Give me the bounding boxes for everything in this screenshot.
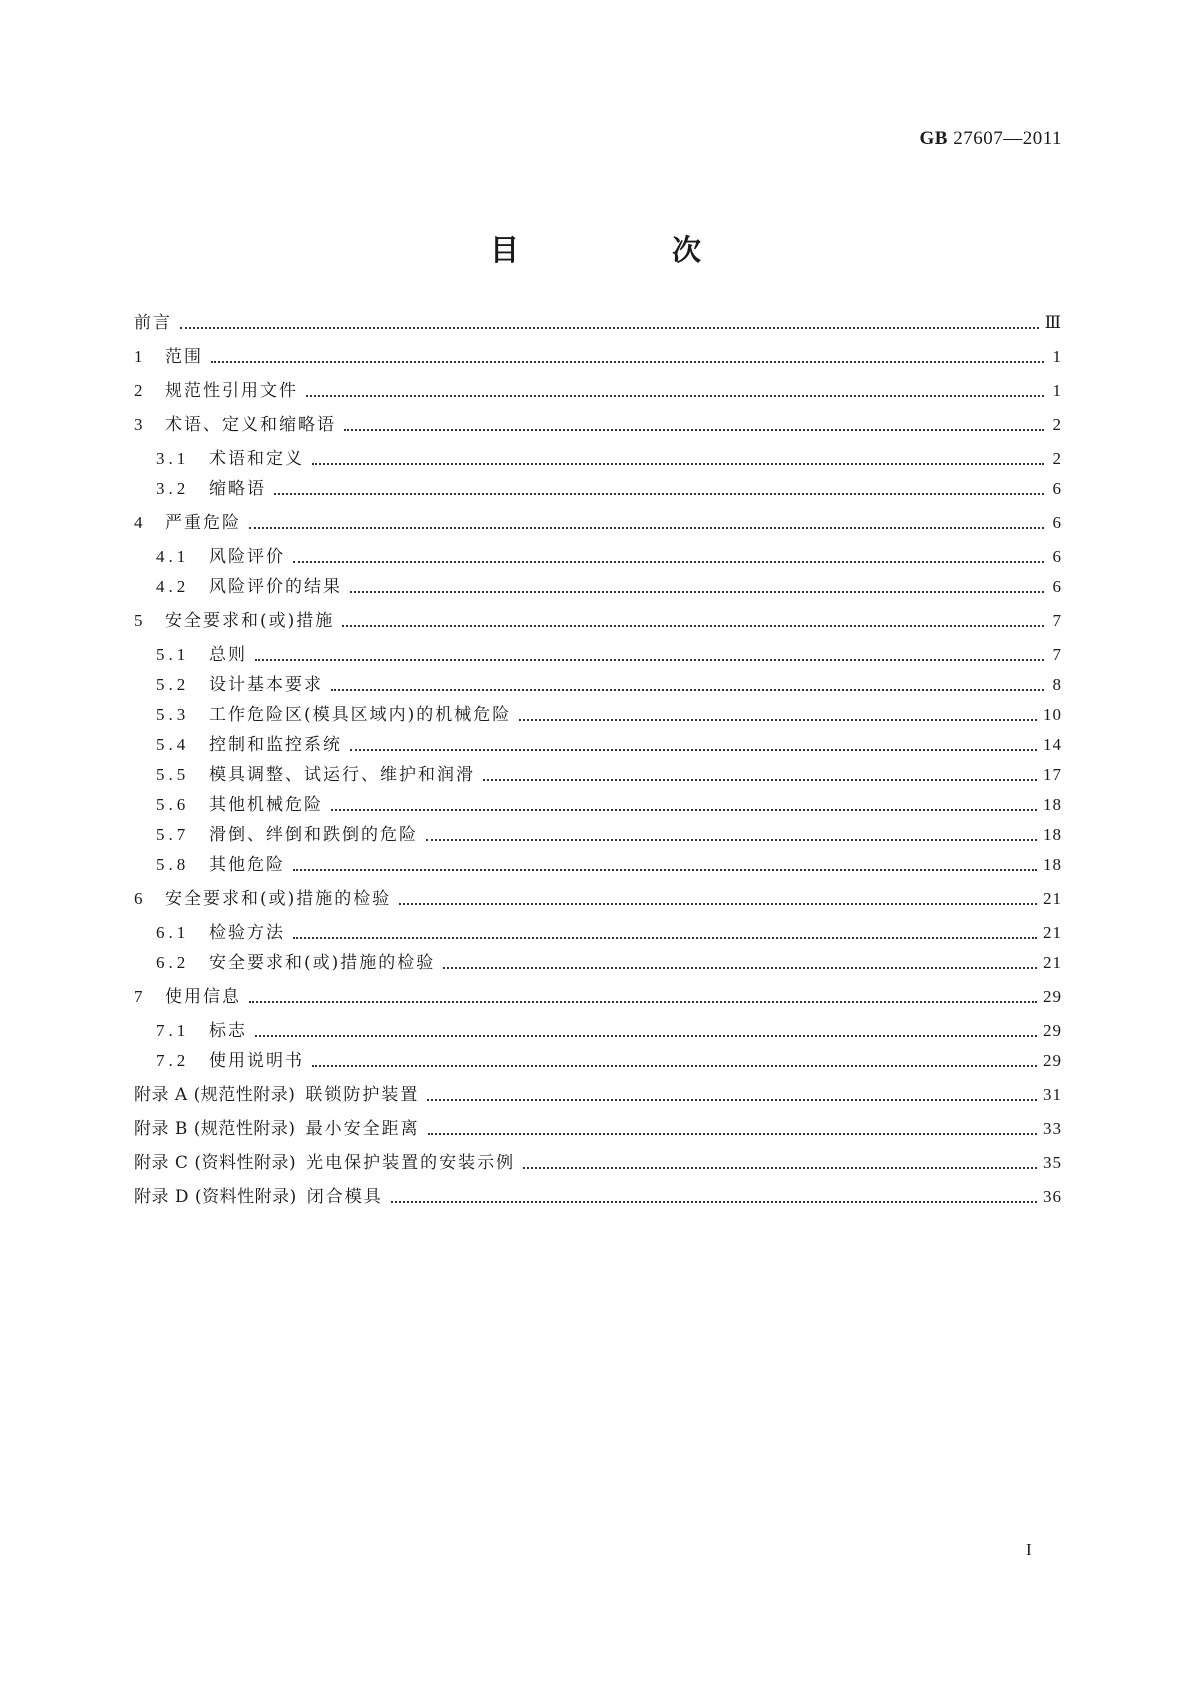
- toc-entry-label: 设计基本要求: [209, 675, 323, 695]
- toc-entry-4[interactable]: [134, 505, 1062, 533]
- toc-entry-6-1[interactable]: [156, 915, 1062, 943]
- toc-entry-annex-c[interactable]: [134, 1145, 1062, 1173]
- toc-entry-label: 风险评价的结果: [209, 577, 342, 597]
- toc-entry-page: 31: [1043, 1085, 1062, 1104]
- toc-entry-number: 7.2: [156, 1051, 190, 1070]
- toc-entry-number: 3.1: [156, 449, 190, 468]
- toc-entry-page: 18: [1043, 825, 1062, 844]
- toc-entry-page: 10: [1043, 705, 1062, 724]
- dot-leader: [249, 526, 1044, 529]
- standard-year-number: 27607—2011: [953, 128, 1062, 149]
- dot-leader: [293, 936, 1037, 939]
- toc-entry-5[interactable]: [134, 603, 1062, 631]
- annex-title: 光电保护装置的安装示例: [306, 1153, 516, 1173]
- toc-entry-page: 18: [1043, 855, 1062, 874]
- toc-entry-annex-d[interactable]: [134, 1179, 1062, 1207]
- page-number: I: [1026, 1540, 1032, 1559]
- dot-leader: [344, 428, 1044, 431]
- toc-entry-number: 5.8: [156, 855, 190, 874]
- toc-entry-annex-a[interactable]: [134, 1077, 1062, 1105]
- toc-entry-page: 35: [1043, 1153, 1062, 1172]
- dot-leader: [306, 394, 1044, 397]
- dot-leader: [255, 658, 1044, 661]
- dot-leader: [293, 560, 1044, 563]
- toc-entry-number: 4: [134, 513, 147, 532]
- toc-entry-page: 7: [1052, 645, 1062, 664]
- toc-entry-number: 5.5: [156, 765, 190, 784]
- toc-entry-page: 21: [1043, 889, 1062, 908]
- toc-entry-number: 1: [134, 347, 147, 366]
- toc-entry-page: 29: [1043, 1021, 1062, 1040]
- dot-leader: [342, 624, 1044, 627]
- toc-entry-page: 18: [1043, 795, 1062, 814]
- dot-leader: [427, 1098, 1037, 1101]
- toc-entry-page: 8: [1052, 675, 1062, 694]
- toc-entry-7[interactable]: [134, 979, 1062, 1007]
- toc-entry-label: 滑倒、绊倒和跌倒的危险: [209, 825, 418, 845]
- toc-entry-number: 5.3: [156, 705, 190, 724]
- dot-leader: [331, 688, 1044, 691]
- toc-entry-number: 3: [134, 415, 147, 434]
- toc-entry-5-2[interactable]: [156, 667, 1062, 695]
- dot-leader: [180, 326, 1039, 329]
- dot-leader: [274, 492, 1044, 495]
- toc-entry-label: 范围: [165, 347, 203, 367]
- toc-entry-5-5[interactable]: [156, 757, 1062, 785]
- toc-entry-5-4[interactable]: [156, 727, 1062, 755]
- toc-entry-label: 标志: [209, 1021, 247, 1041]
- toc-entry-label: 术语和定义: [209, 449, 304, 469]
- toc-entry-label: 附录 B (规范性附录): [134, 1119, 296, 1139]
- dot-leader: [312, 1064, 1037, 1067]
- annex-title: 最小安全距离: [305, 1119, 420, 1139]
- toc-entry-number: 4.1: [156, 547, 190, 566]
- toc-entry-foreword[interactable]: [134, 305, 1062, 333]
- toc-entry-5-6[interactable]: [156, 787, 1062, 815]
- toc-entry-page: 6: [1052, 547, 1062, 566]
- toc-entry-7-1[interactable]: [156, 1013, 1062, 1041]
- dot-leader: [211, 360, 1044, 363]
- toc-entry-page: 6: [1052, 479, 1062, 498]
- toc-entry-3[interactable]: [134, 407, 1062, 435]
- toc-entry-label: 附录 C (资料性附录): [134, 1153, 297, 1173]
- annex-title: 闭合模具: [306, 1187, 383, 1207]
- standard-number: [920, 128, 1063, 150]
- toc-entry-2[interactable]: [134, 373, 1062, 401]
- dot-leader: [519, 718, 1037, 721]
- toc-entry-page: 2: [1052, 449, 1062, 468]
- toc-entry-label: 安全要求和(或)措施的检验: [209, 953, 436, 973]
- toc-entry-label: 使用信息: [165, 987, 241, 1007]
- toc-entry-page: Ⅲ: [1044, 313, 1062, 332]
- dot-leader: [350, 590, 1044, 593]
- dot-leader: [331, 808, 1037, 811]
- toc-entry-label: 前言: [134, 313, 172, 333]
- toc-entry-page: 1: [1052, 347, 1062, 366]
- toc-entry-number: 7: [134, 987, 147, 1006]
- toc-entry-page: 36: [1043, 1187, 1062, 1206]
- toc-entry-number: 3.2: [156, 479, 190, 498]
- toc-entry-5-3[interactable]: [156, 697, 1062, 725]
- toc-entry-7-2[interactable]: [156, 1043, 1062, 1071]
- dot-leader: [426, 838, 1037, 841]
- toc-entry-5-8[interactable]: [156, 847, 1062, 875]
- toc-entry-page: 29: [1043, 987, 1062, 1006]
- toc-entry-page: 29: [1043, 1051, 1062, 1070]
- dot-leader: [523, 1166, 1037, 1169]
- toc-entry-number: 5.7: [156, 825, 190, 844]
- toc-entry-page: 14: [1043, 735, 1062, 754]
- toc-entry-annex-b[interactable]: [134, 1111, 1062, 1139]
- toc-entry-number: 4.2: [156, 577, 190, 596]
- toc-entry-number: 5.1: [156, 645, 190, 664]
- dot-leader: [293, 868, 1037, 871]
- toc-entry-number: 5: [134, 611, 147, 630]
- toc-entry-page: 7: [1052, 611, 1062, 630]
- toc-entry-label: 安全要求和(或)措施的检验: [165, 889, 392, 909]
- dot-leader: [350, 748, 1037, 751]
- toc-entry-6[interactable]: [134, 881, 1062, 909]
- toc-entry-number: 2: [134, 381, 147, 400]
- dot-leader: [483, 778, 1037, 781]
- toc-entry-number: 7.1: [156, 1021, 190, 1040]
- toc-entry-number: 6.1: [156, 923, 190, 942]
- dot-leader: [428, 1132, 1037, 1135]
- toc-entry-number: 6.2: [156, 953, 190, 972]
- toc-title: 目 次: [489, 233, 763, 267]
- annex-title: 联锁防护装置: [305, 1085, 420, 1105]
- toc-entry-page: 6: [1052, 513, 1062, 532]
- toc-entry-label: 总则: [209, 645, 247, 665]
- toc-entry-label: 严重危险: [165, 513, 241, 533]
- toc-entry-label: 模具调整、试运行、维护和润滑: [209, 765, 475, 785]
- toc-entry-page: 1: [1052, 381, 1062, 400]
- toc-entry-number: 5.2: [156, 675, 190, 694]
- toc-entry-page: 21: [1043, 953, 1062, 972]
- toc-entry-label: 控制和监控系统: [209, 735, 342, 755]
- toc-entry-6-2[interactable]: [156, 945, 1062, 973]
- toc-entry-page: 6: [1052, 577, 1062, 596]
- toc-entry-number: 6: [134, 889, 147, 908]
- dot-leader: [249, 1000, 1037, 1003]
- toc-entry-3-1[interactable]: [156, 441, 1062, 469]
- toc-entry-1[interactable]: [134, 339, 1062, 367]
- toc-entry-3-2[interactable]: [156, 471, 1062, 499]
- toc-entry-label: 安全要求和(或)措施: [165, 611, 335, 631]
- toc-entry-page: 2: [1052, 415, 1062, 434]
- toc-entry-4-2[interactable]: [156, 569, 1062, 597]
- toc-entry-label: 缩略语: [209, 479, 266, 499]
- toc-entry-label: 附录 D (资料性附录): [134, 1187, 297, 1207]
- toc-entry-label: 术语、定义和缩略语: [165, 415, 336, 435]
- dot-leader: [399, 902, 1037, 905]
- toc-entry-label: 工作危险区(模具区域内)的机械危险: [209, 705, 512, 725]
- dot-leader: [443, 966, 1037, 969]
- dot-leader: [255, 1034, 1037, 1037]
- toc-entry-label: 附录 A (规范性附录): [134, 1085, 296, 1105]
- toc-entry-number: 5.4: [156, 735, 190, 754]
- toc-entry-label: 使用说明书: [209, 1051, 304, 1071]
- toc-entry-5-7[interactable]: [156, 817, 1062, 845]
- toc-entry-page: 33: [1043, 1119, 1062, 1138]
- toc-entry-5-1[interactable]: [156, 637, 1062, 665]
- toc-entry-page: 21: [1043, 923, 1062, 942]
- toc-entry-number: 5.6: [156, 795, 190, 814]
- dot-leader: [312, 462, 1044, 465]
- toc-entry-label: 检验方法: [209, 923, 285, 943]
- toc-entry-page: 17: [1043, 765, 1062, 784]
- toc-entry-4-1[interactable]: [156, 539, 1062, 567]
- toc-entry-label: 其他危险: [209, 855, 285, 875]
- toc-entry-label: 规范性引用文件: [165, 381, 298, 401]
- toc-entry-label: 其他机械危险: [209, 795, 323, 815]
- toc-entry-label: 风险评价: [209, 547, 285, 567]
- dot-leader: [391, 1200, 1037, 1203]
- standard-code: GB: [919, 128, 948, 149]
